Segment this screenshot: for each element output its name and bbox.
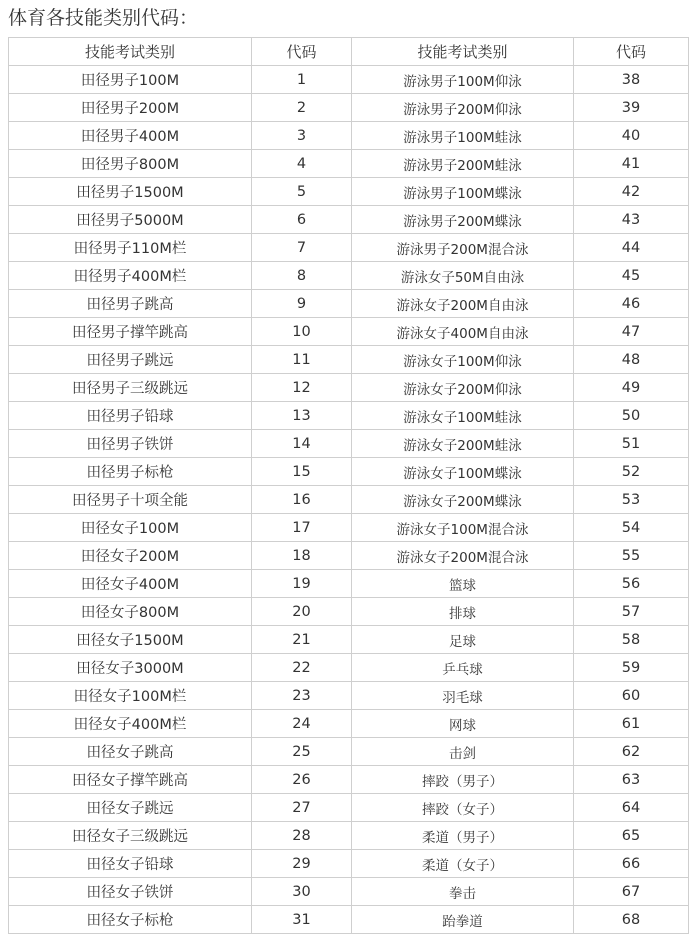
cell-category-right: 游泳男子200M蝶泳 xyxy=(352,206,574,234)
cell-category-right: 游泳女子200M自由泳 xyxy=(352,290,574,318)
cell-category-left: 田径女子铁饼 xyxy=(9,878,252,906)
cell-category-left: 田径女子400M栏 xyxy=(9,710,252,738)
cell-category-left: 田径男子200M xyxy=(9,94,252,122)
cell-category-right: 篮球 xyxy=(352,570,574,598)
table-row xyxy=(9,542,689,570)
cell-code-left: 24 xyxy=(252,710,352,738)
table-row xyxy=(9,682,689,710)
cell-category-left: 田径男子1500M xyxy=(9,178,252,206)
cell-code-right: 39 xyxy=(574,94,689,122)
table-row xyxy=(9,346,689,374)
cell-code-right: 50 xyxy=(574,402,689,430)
cell-code-right: 49 xyxy=(574,374,689,402)
cell-category-right: 摔跤（男子） xyxy=(352,766,574,794)
table-row xyxy=(9,234,689,262)
cell-category-left: 田径女子铅球 xyxy=(9,850,252,878)
cell-category-right: 游泳男子200M蛙泳 xyxy=(352,150,574,178)
cell-code-left: 12 xyxy=(252,374,352,402)
page-title: 体育各技能类别代码： xyxy=(8,7,199,29)
cell-category-left: 田径女子400M xyxy=(9,570,252,598)
cell-code-right: 46 xyxy=(574,290,689,318)
table-row xyxy=(9,262,689,290)
table-row xyxy=(9,822,689,850)
cell-category-right: 游泳女子100M仰泳 xyxy=(352,346,574,374)
cell-code-left: 15 xyxy=(252,458,352,486)
cell-category-right: 柔道（女子） xyxy=(352,850,574,878)
cell-code-left: 14 xyxy=(252,430,352,458)
table-row xyxy=(9,626,689,654)
cell-code-left: 8 xyxy=(252,262,352,290)
cell-code-right: 63 xyxy=(574,766,689,794)
cell-category-left: 田径男子十项全能 xyxy=(9,486,252,514)
cell-category-right: 网球 xyxy=(352,710,574,738)
cell-category-right: 羽毛球 xyxy=(352,682,574,710)
table-row xyxy=(9,794,689,822)
cell-code-right: 55 xyxy=(574,542,689,570)
cell-code-left: 26 xyxy=(252,766,352,794)
cell-category-right: 游泳女子100M蝶泳 xyxy=(352,458,574,486)
cell-category-left: 田径女子跳高 xyxy=(9,738,252,766)
table-row xyxy=(9,878,689,906)
cell-category-right: 游泳男子100M蝶泳 xyxy=(352,178,574,206)
cell-code-left: 3 xyxy=(252,122,352,150)
cell-category-left: 田径女子标枪 xyxy=(9,906,252,934)
cell-category-left: 田径男子铁饼 xyxy=(9,430,252,458)
cell-code-left: 27 xyxy=(252,794,352,822)
cell-category-left: 田径男子跳远 xyxy=(9,346,252,374)
cell-code-left: 30 xyxy=(252,878,352,906)
table-row xyxy=(9,66,689,94)
cell-code-right: 67 xyxy=(574,878,689,906)
table-row xyxy=(9,94,689,122)
cell-category-right: 游泳男子200M仰泳 xyxy=(352,94,574,122)
cell-code-right: 65 xyxy=(574,822,689,850)
cell-code-right: 48 xyxy=(574,346,689,374)
cell-code-right: 51 xyxy=(574,430,689,458)
cell-category-right: 游泳女子200M蛙泳 xyxy=(352,430,574,458)
cell-category-right: 游泳女子50M自由泳 xyxy=(352,262,574,290)
cell-code-left: 5 xyxy=(252,178,352,206)
cell-code-right: 43 xyxy=(574,206,689,234)
cell-category-left: 田径男子铅球 xyxy=(9,402,252,430)
table-row xyxy=(9,906,689,934)
cell-code-right: 68 xyxy=(574,906,689,934)
cell-category-right: 游泳女子400M自由泳 xyxy=(352,318,574,346)
cell-code-left: 7 xyxy=(252,234,352,262)
cell-category-left: 田径女子100M xyxy=(9,514,252,542)
table-row xyxy=(9,430,689,458)
table-body xyxy=(9,66,689,934)
cell-category-right: 柔道（男子） xyxy=(352,822,574,850)
cell-code-left: 29 xyxy=(252,850,352,878)
cell-code-left: 25 xyxy=(252,738,352,766)
cell-code-right: 59 xyxy=(574,654,689,682)
table-row xyxy=(9,486,689,514)
cell-code-right: 41 xyxy=(574,150,689,178)
cell-code-right: 42 xyxy=(574,178,689,206)
cell-category-left: 田径女子撑竿跳高 xyxy=(9,766,252,794)
cell-category-left: 田径男子标枪 xyxy=(9,458,252,486)
cell-code-left: 22 xyxy=(252,654,352,682)
cell-category-left: 田径女子三级跳远 xyxy=(9,822,252,850)
cell-code-right: 47 xyxy=(574,318,689,346)
table-row xyxy=(9,766,689,794)
cell-category-left: 田径男子400M栏 xyxy=(9,262,252,290)
cell-code-left: 21 xyxy=(252,626,352,654)
cell-code-right: 62 xyxy=(574,738,689,766)
cell-category-right: 游泳男子200M混合泳 xyxy=(352,234,574,262)
table-row xyxy=(9,710,689,738)
cell-category-left: 田径男子跳高 xyxy=(9,290,252,318)
header-category-left: 技能考试类别 xyxy=(9,38,252,66)
cell-code-right: 57 xyxy=(574,598,689,626)
table-row xyxy=(9,290,689,318)
table-row xyxy=(9,850,689,878)
table-row xyxy=(9,318,689,346)
table-row xyxy=(9,402,689,430)
cell-code-left: 19 xyxy=(252,570,352,598)
cell-category-right: 游泳男子100M蛙泳 xyxy=(352,122,574,150)
cell-code-left: 4 xyxy=(252,150,352,178)
header-category-right: 技能考试类别 xyxy=(352,38,574,66)
cell-code-left: 6 xyxy=(252,206,352,234)
table-row xyxy=(9,598,689,626)
cell-category-right: 游泳男子100M仰泳 xyxy=(352,66,574,94)
cell-category-left: 田径女子1500M xyxy=(9,626,252,654)
cell-code-left: 10 xyxy=(252,318,352,346)
cell-category-left: 田径女子200M xyxy=(9,542,252,570)
cell-category-right: 击剑 xyxy=(352,738,574,766)
cell-code-left: 9 xyxy=(252,290,352,318)
table-row xyxy=(9,122,689,150)
cell-code-left: 2 xyxy=(252,94,352,122)
cell-code-left: 16 xyxy=(252,486,352,514)
cell-code-right: 60 xyxy=(574,682,689,710)
cell-code-right: 64 xyxy=(574,794,689,822)
cell-category-right: 足球 xyxy=(352,626,574,654)
cell-category-right: 跆拳道 xyxy=(352,906,574,934)
cell-code-right: 44 xyxy=(574,234,689,262)
table-row xyxy=(9,178,689,206)
header-code-right: 代码 xyxy=(574,38,689,66)
cell-category-left: 田径女子800M xyxy=(9,598,252,626)
table-row xyxy=(9,458,689,486)
cell-code-right: 58 xyxy=(574,626,689,654)
cell-code-left: 31 xyxy=(252,906,352,934)
table-row xyxy=(9,738,689,766)
cell-category-left: 田径男子400M xyxy=(9,122,252,150)
cell-category-left: 田径女子100M栏 xyxy=(9,682,252,710)
cell-category-right: 摔跤（女子） xyxy=(352,794,574,822)
cell-category-right: 游泳女子200M混合泳 xyxy=(352,542,574,570)
cell-code-right: 45 xyxy=(574,262,689,290)
cell-category-left: 田径男子110M栏 xyxy=(9,234,252,262)
cell-code-right: 38 xyxy=(574,66,689,94)
table-row xyxy=(9,206,689,234)
cell-code-left: 18 xyxy=(252,542,352,570)
table-row xyxy=(9,514,689,542)
cell-code-left: 1 xyxy=(252,66,352,94)
cell-code-left: 20 xyxy=(252,598,352,626)
table-row xyxy=(9,570,689,598)
cell-code-left: 28 xyxy=(252,822,352,850)
cell-category-left: 田径男子撑竿跳高 xyxy=(9,318,252,346)
cell-category-right: 游泳女子100M混合泳 xyxy=(352,514,574,542)
table-row xyxy=(9,374,689,402)
cell-code-right: 61 xyxy=(574,710,689,738)
cell-code-left: 17 xyxy=(252,514,352,542)
cell-category-left: 田径女子3000M xyxy=(9,654,252,682)
cell-category-left: 田径男子三级跳远 xyxy=(9,374,252,402)
cell-category-right: 排球 xyxy=(352,598,574,626)
cell-code-right: 66 xyxy=(574,850,689,878)
cell-code-right: 56 xyxy=(574,570,689,598)
cell-code-right: 54 xyxy=(574,514,689,542)
cell-category-left: 田径男子5000M xyxy=(9,206,252,234)
cell-code-right: 52 xyxy=(574,458,689,486)
cell-category-left: 田径男子800M xyxy=(9,150,252,178)
skill-code-table xyxy=(8,37,689,934)
cell-code-left: 11 xyxy=(252,346,352,374)
cell-category-right: 游泳女子200M蝶泳 xyxy=(352,486,574,514)
cell-category-right: 乒乓球 xyxy=(352,654,574,682)
table-row xyxy=(9,150,689,178)
cell-category-left: 田径男子100M xyxy=(9,66,252,94)
cell-category-right: 拳击 xyxy=(352,878,574,906)
table-header-row xyxy=(9,38,689,66)
cell-code-left: 23 xyxy=(252,682,352,710)
cell-category-left: 田径女子跳远 xyxy=(9,794,252,822)
cell-category-right: 游泳女子200M仰泳 xyxy=(352,374,574,402)
cell-code-left: 13 xyxy=(252,402,352,430)
cell-code-right: 40 xyxy=(574,122,689,150)
cell-code-right: 53 xyxy=(574,486,689,514)
header-code-left: 代码 xyxy=(252,38,352,66)
table-row xyxy=(9,654,689,682)
cell-category-right: 游泳女子100M蛙泳 xyxy=(352,402,574,430)
